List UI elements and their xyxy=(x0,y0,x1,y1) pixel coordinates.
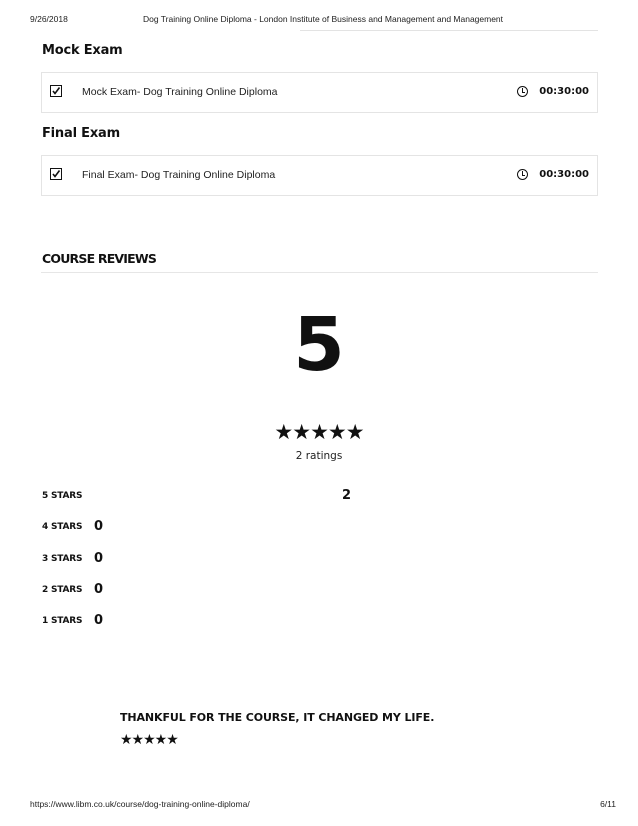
rating-count-3: 0 xyxy=(94,551,104,566)
reviews-divider xyxy=(41,272,598,273)
section-title-mock-exam: Mock Exam xyxy=(42,43,123,58)
ratings-count: 2 ratings xyxy=(295,450,343,462)
print-date: 9/26/2018 xyxy=(30,14,68,24)
curriculum-item-final-exam[interactable] xyxy=(41,155,598,196)
rating-label-2: 2 STARS xyxy=(42,585,83,595)
item-duration: 00:30:00 xyxy=(539,86,589,97)
item-duration: 00:30:00 xyxy=(539,169,589,180)
average-rating: 5 xyxy=(293,302,345,388)
review-stars-icon: ★★★★★ xyxy=(120,732,178,748)
rating-count-2: 0 xyxy=(94,582,104,597)
rating-label-4: 4 STARS xyxy=(42,522,83,532)
rating-count-4: 0 xyxy=(94,519,104,534)
rating-count-1: 0 xyxy=(94,613,104,628)
page-number: 6/11 xyxy=(600,799,616,809)
checkbox-icon xyxy=(50,85,62,97)
section-title-final-exam: Final Exam xyxy=(42,126,120,141)
item-label[interactable]: Final Exam- Dog Training Online Diploma xyxy=(82,169,276,181)
review-title: THANKFUL FOR THE COURSE, IT CHANGED MY LIFE. xyxy=(120,711,435,724)
print-footer xyxy=(30,799,616,811)
checkbox-icon xyxy=(50,168,62,180)
rating-label-3: 3 STARS xyxy=(42,554,83,564)
header-divider xyxy=(300,30,598,31)
item-label[interactable]: Mock Exam- Dog Training Online Diploma xyxy=(82,86,278,98)
print-title: Dog Training Online Diploma - London Institute of Business and Management and Management xyxy=(142,14,504,24)
rating-label-1: 1 STARS xyxy=(42,616,83,626)
rating-count-5: 2 xyxy=(342,488,352,503)
page-url[interactable]: https://www.libm.co.uk/course/dog-training-online-diploma/ xyxy=(30,799,250,809)
clock-icon xyxy=(517,86,528,97)
curriculum-item-mock-exam[interactable] xyxy=(41,72,598,113)
rating-label-5: 5 STARS xyxy=(42,491,83,501)
course-reviews-title: COURSE REVIEWS xyxy=(42,251,157,266)
clock-icon xyxy=(517,169,528,180)
print-header xyxy=(30,14,616,26)
average-stars-icon: ★★★★★ xyxy=(274,420,364,444)
